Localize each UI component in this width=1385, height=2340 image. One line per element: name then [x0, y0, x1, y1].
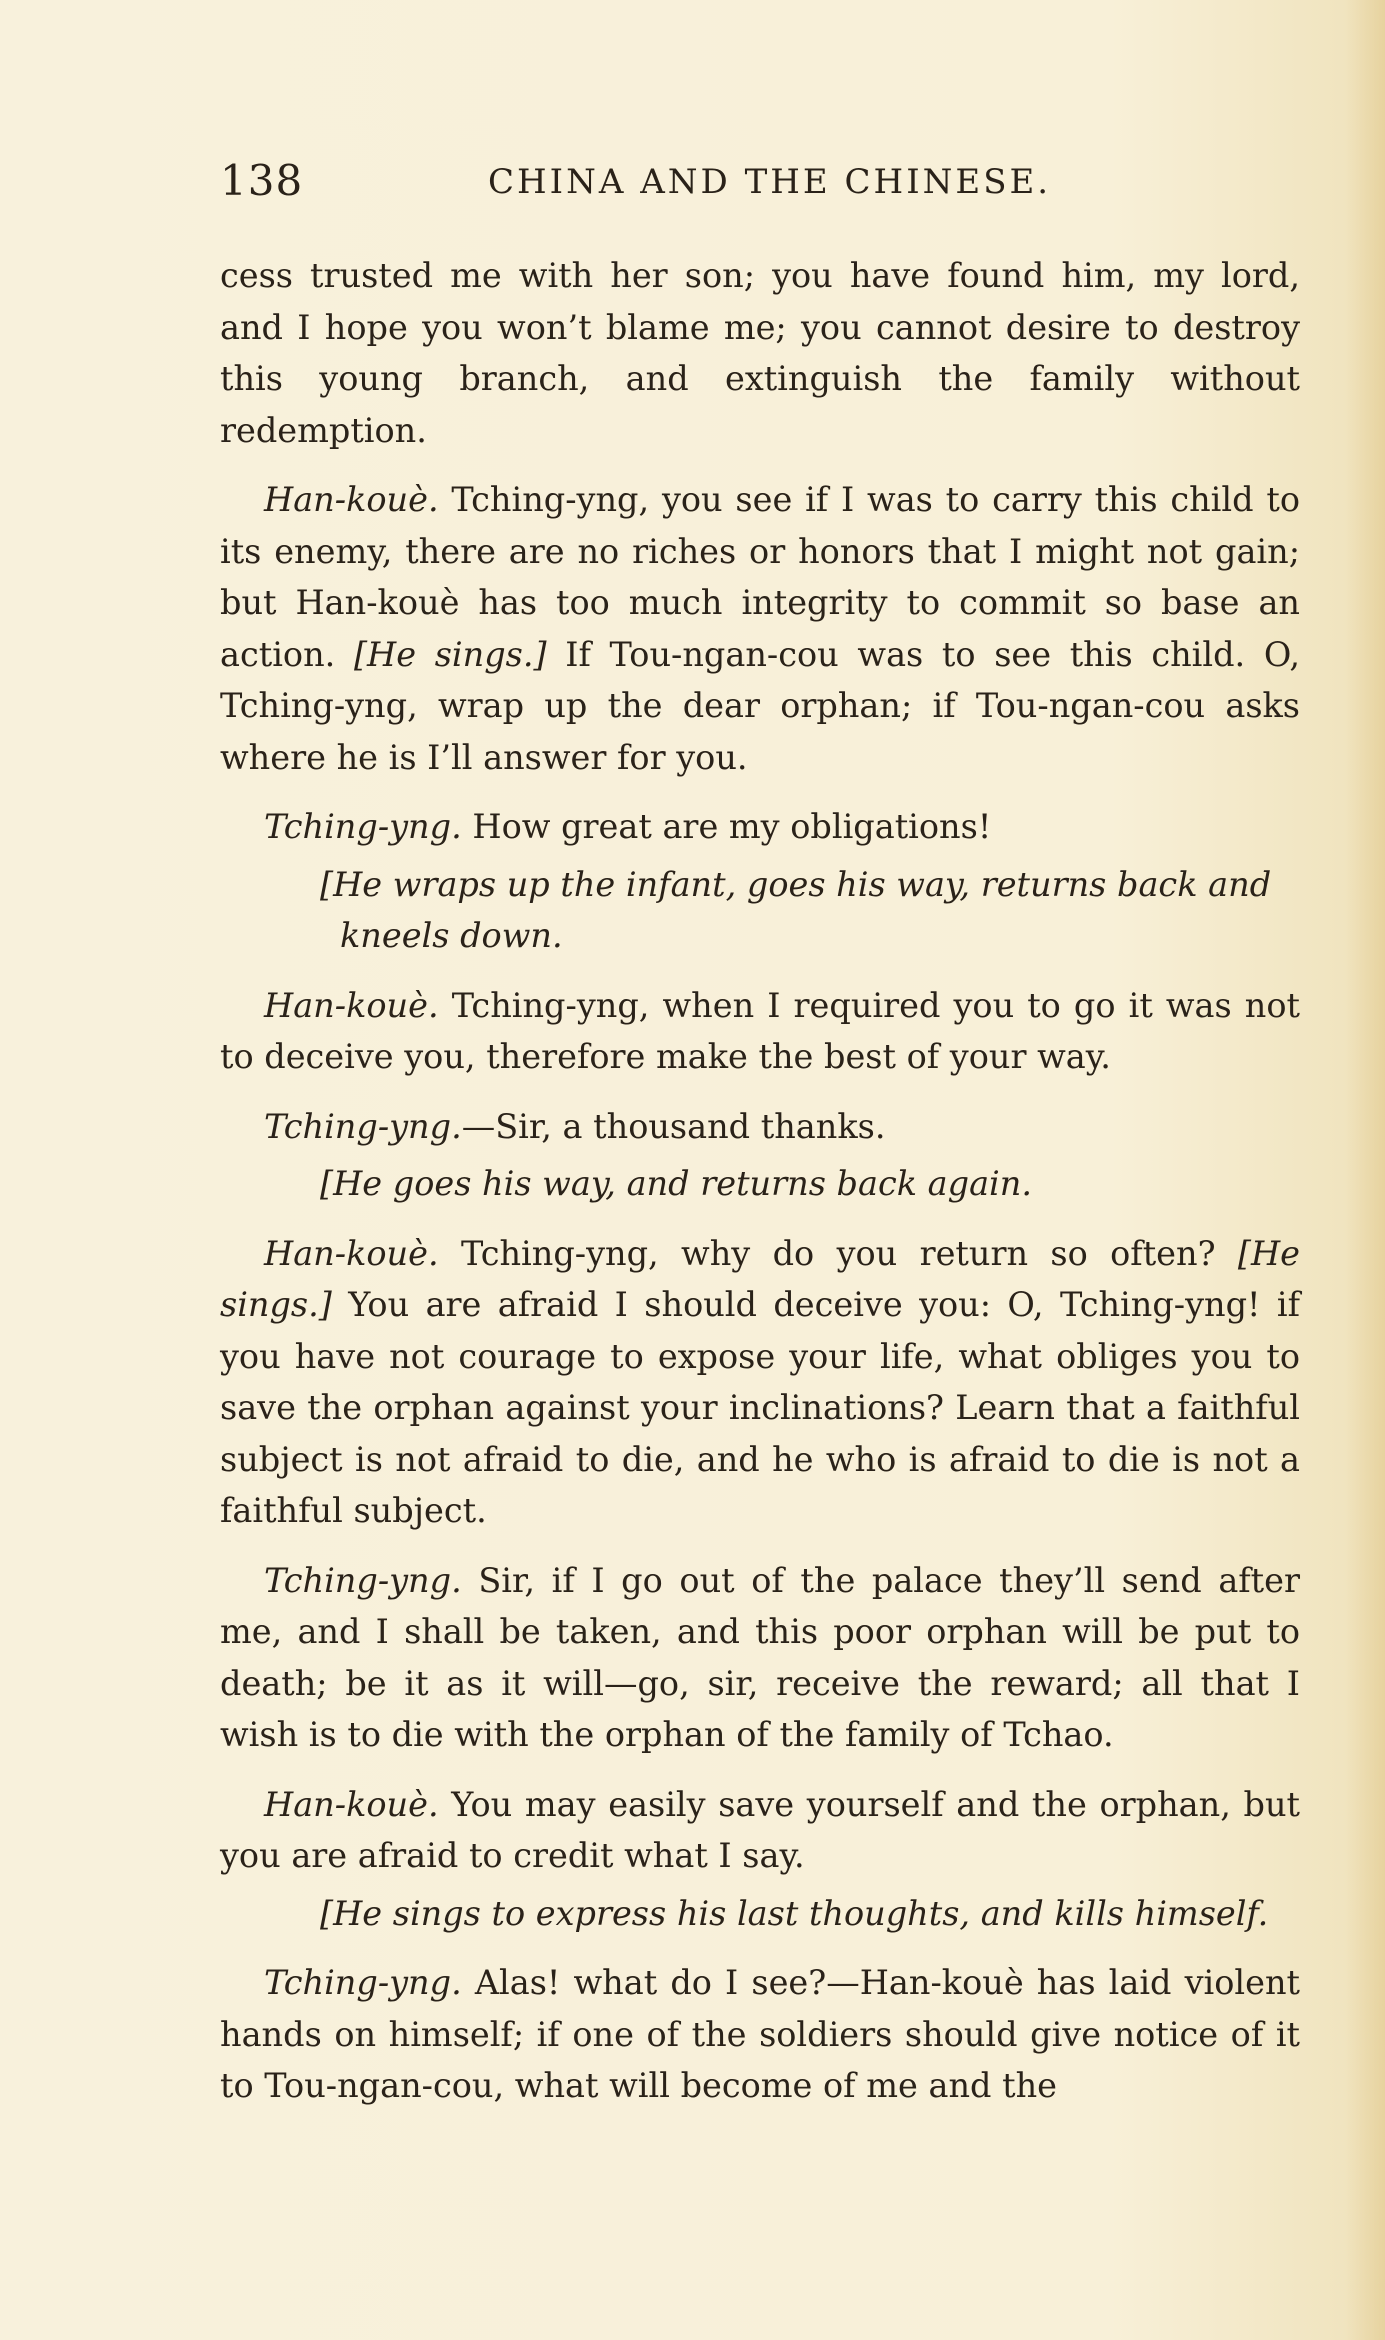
page-edge-shading — [1345, 0, 1385, 2340]
paragraph — [220, 1779, 1300, 1882]
speaker-name: Han-kouè. — [264, 1233, 439, 1273]
paragraph — [220, 801, 1300, 853]
stage-direction: [He goes his way, and returns back again. — [320, 1164, 1032, 1203]
dialogue-text: —Sir, a thousand thanks. — [461, 1106, 886, 1146]
speaker-name: Tching-yng. — [264, 1106, 462, 1146]
speaker-name: Tching-yng. — [264, 1560, 462, 1600]
dialogue-text: You are afraid I should deceive you: O, Tching-yng! if you have not courage to expose your life, what obliges you to save the orphan against your inclinations? Learn that a faithful subject is not afraid to die, and he who is afraid to die is not a faithful subject. — [220, 1285, 1300, 1530]
dialogue-text: You may easily save yourself and the orphan, but you are afraid to credit what I say. — [220, 1784, 1300, 1875]
stage-direction: [He sings to express his last thoughts, and kills himself. — [320, 1893, 1269, 1933]
paragraph — [220, 474, 1300, 783]
speaker-name: Han-kouè. — [264, 985, 439, 1025]
stage-direction: [He sings.] — [353, 634, 547, 674]
speaker-name: Tching-yng. — [264, 807, 462, 846]
dialogue-text: Sir, if I go out of the palace they’ll send after me, and I shall be taken, and this poor orphan will be put to death; be it as it will—go, sir, receive the reward; all that I wish is to die with the orphan of the family of Tchao. — [220, 1560, 1300, 1754]
paragraph — [220, 980, 1300, 1083]
dialogue-text: Alas! what do I see?—Han-kouè has laid violent hands on himself; if one of the soldiers should give notice of it to Tou-ngan-cou, what will become of me and the — [220, 1963, 1300, 2105]
speaker-name: Han-kouè. — [264, 1784, 439, 1824]
dialogue-text: Tching-yng, you see if I was to carry this child to its enemy, there are no riches or honors that I might not gain; but Han-kouè has too much integrity to commit so base an action. — [220, 480, 1300, 674]
body-text — [220, 250, 1300, 2130]
page-number: 138 — [220, 156, 304, 205]
page-header — [220, 156, 1160, 206]
stage-direction: [He sings.] — [220, 1233, 1300, 1324]
paragraph-text: cess trusted me with her son; you have found him, my lord, and I hope you won’t blame me; you cannot desire to destroy this young branch, and extinguish the family without redemption. — [220, 256, 1300, 450]
paragraph — [220, 1957, 1300, 2112]
stage-direction-block — [220, 1888, 1300, 1940]
paragraph — [220, 1101, 1300, 1153]
paragraph — [220, 1555, 1300, 1761]
speaker-name: Tching-yng. — [264, 1963, 462, 2002]
paragraph — [220, 250, 1300, 456]
dialogue-text: If Tou-ngan-cou was to see this child. O, Tching-yng, wrap up the dear orphan; if Tou-ngan-cou asks where he is I’ll answer for you. — [220, 634, 1300, 777]
speaker-name: Han-kouè. — [264, 480, 439, 519]
stage-direction: [He wraps up the infant, goes his way, returns back and kneels down. — [320, 864, 1272, 955]
running-head: CHINA AND THE CHINESE. — [488, 162, 1052, 202]
stage-direction-block — [220, 859, 1300, 962]
stage-direction-block — [220, 1158, 1300, 1210]
dialogue-text: Tching-yng, when I required you to go it was not to deceive you, therefore make the best of your way. — [220, 985, 1300, 1076]
dialogue-text: Tching-yng, why do you return so often? — [438, 1233, 1238, 1273]
paragraph — [220, 1228, 1300, 1537]
dialogue-text: How great are my obligations! — [461, 807, 992, 846]
